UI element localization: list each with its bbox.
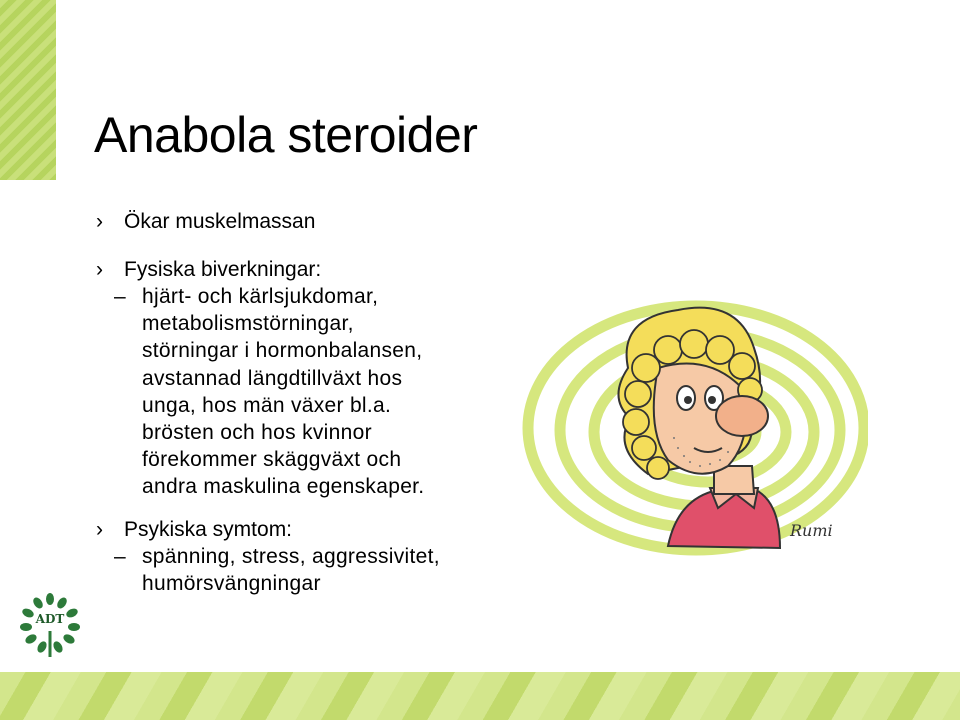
slide-content [94, 208, 514, 597]
bullet-text: Fysiska biverkningar: [124, 258, 322, 281]
adt-logo [18, 591, 82, 659]
artist-signature: Rumi [790, 521, 833, 540]
bullet-text: Psykiska symtom: [124, 517, 293, 541]
dash-icon: – [114, 285, 126, 308]
dash-icon: – [114, 544, 126, 568]
bullet-item [94, 256, 514, 283]
sub-line: andra maskulina egenskaper. [142, 475, 425, 499]
sub-line: avstannad längdtillväxt hos [142, 366, 403, 390]
cartoon-illustration [518, 298, 868, 566]
bullet-arrow-icon: › [96, 210, 103, 233]
sub-line: förekommer skäggväxt och [142, 448, 402, 472]
sub-line: unga, hos män växer bl.a. [142, 393, 392, 417]
sub-line: spänning, stress, aggressivitet, [142, 544, 440, 568]
bullet-item [94, 208, 514, 235]
bullet-arrow-icon: › [96, 517, 103, 541]
bullet-text: Ökar muskelmassan [124, 210, 316, 233]
sub-line: humörsvängningar [142, 571, 321, 595]
bullet-item [94, 516, 514, 543]
sub-line: störningar i hormonbalansen, [142, 339, 423, 363]
corner-decoration [0, 0, 56, 180]
bullet-arrow-icon: › [96, 258, 103, 281]
slide-title: Anabola steroider [94, 107, 478, 163]
sub-bullet [94, 283, 514, 501]
sub-line: brösten och hos kvinnor [142, 421, 372, 445]
bottom-decoration-band [0, 672, 960, 720]
logo-text: ADT [35, 612, 65, 626]
sub-bullet [94, 543, 514, 597]
sub-line: metabolismstörningar, [142, 312, 354, 336]
sub-line: hjärt- och kärlsjukdomar, [142, 285, 379, 308]
